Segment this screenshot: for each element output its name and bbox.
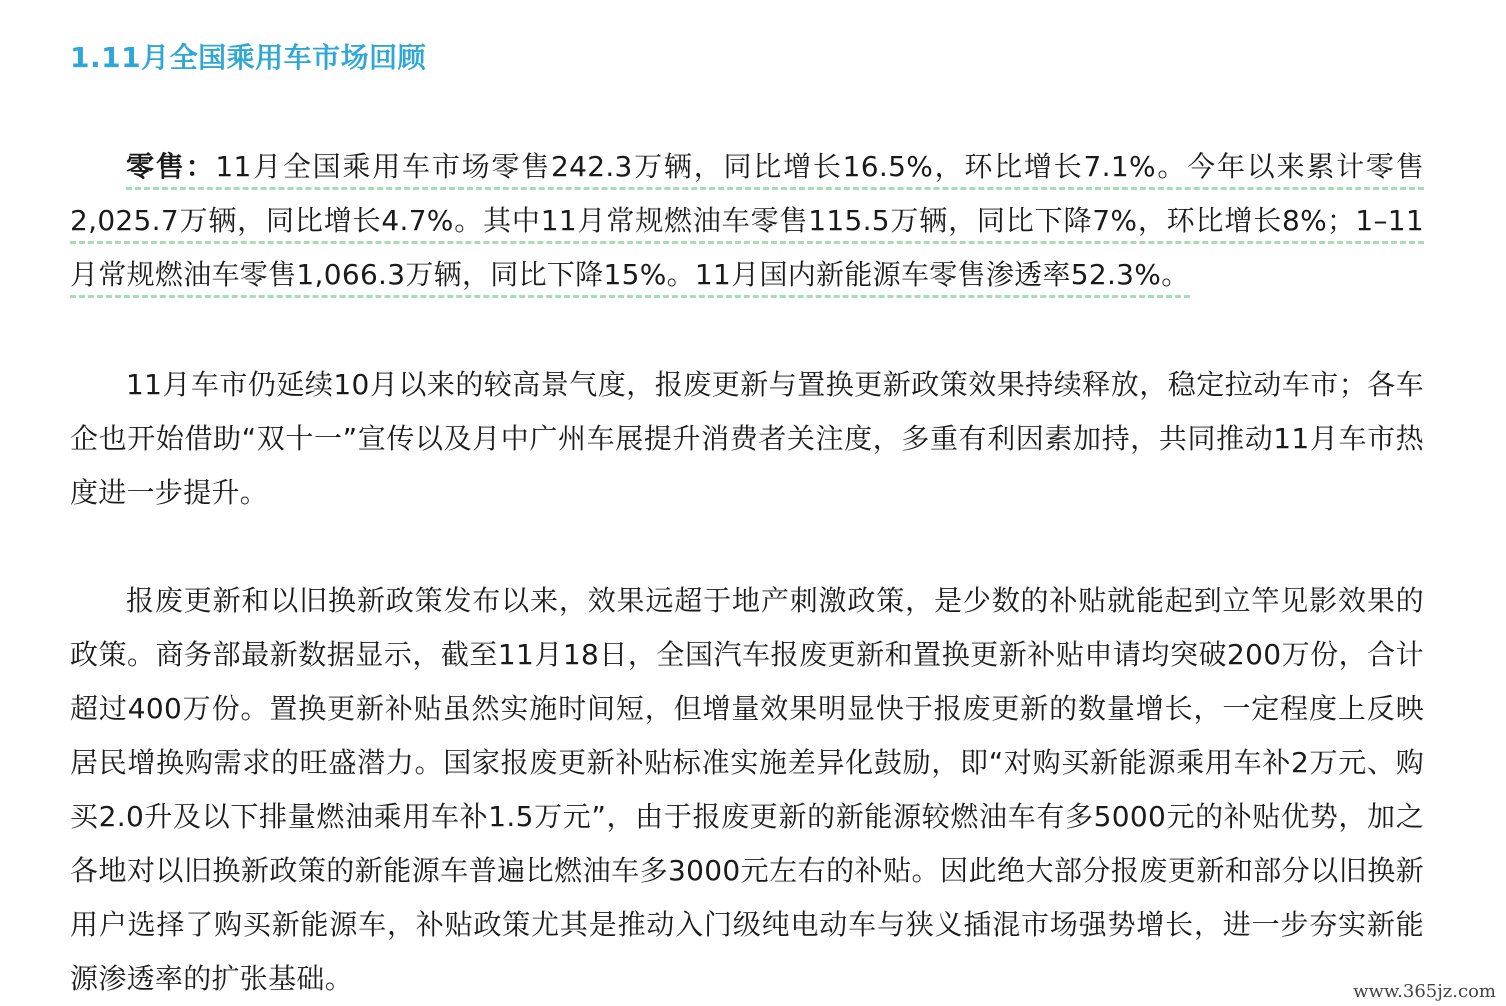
- retail-text: 11月全国乘用车市场零售242.3万辆，同比增长16.5%，环比增长7.1%。今年以来累计零售2,025.7万辆，同比增长4.7%。其中11月常规燃油车零售115.5万辆，同比下降7%，环比增长8%；1–11月常规燃油车零售1,066.3万辆，同比下降15%。11月国内新能源车零售渗透率52.3%。: [70, 150, 1424, 291]
- market-paragraph: 11月车市仍延续10月以来的较高景气度，报废更新与置换更新政策效果持续释放，稳定拉动车市；各车企也开始借助“双十一”宣传以及月中广州车展提升消费者关注度，多重有利因素加持，共同推动11月车市热度进一步提升。: [70, 368, 1424, 509]
- watermark: www.365jz.com: [1353, 981, 1496, 1002]
- highlighted-passage: [70, 150, 1424, 298]
- policy-paragraph: 报废更新和以旧换新政策发布以来，效果远超于地产刺激政策，是少数的补贴就能起到立竿见影效果的政策。商务部最新数据显示，截至11月18日，全国汽车报废更新和置换更新补贴申请均突破200万份，合计超过400万份。置换更新补贴虽然实施时间短，但增量效果明显快于报废更新的数量增长，一定程度上反映居民增换购需求的旺盛潜力。国家报废更新补贴标准实施差异化鼓励，即“对购买新能源乘用车补2万元、购买2.0升及以下排量燃油乘用车补1.5万元”，由于报废更新的新能源较燃油车有多5000元的补贴优势，加之各地对以旧换新政策的新能源车普遍比燃油车多3000元左右的补贴。因此绝大部分报废更新和部分以旧换新用户选择了购买新能源车，补贴政策尤其是推动入门级纯电动车与狭义插混市场强势增长，进一步夯实新能源渗透率的扩张基础。: [70, 584, 1424, 995]
- retail-lead-label: 零售：: [126, 150, 216, 183]
- retail-paragraph: [70, 140, 1424, 302]
- section-title: 1.11月全国乘用车市场回顾: [70, 41, 427, 74]
